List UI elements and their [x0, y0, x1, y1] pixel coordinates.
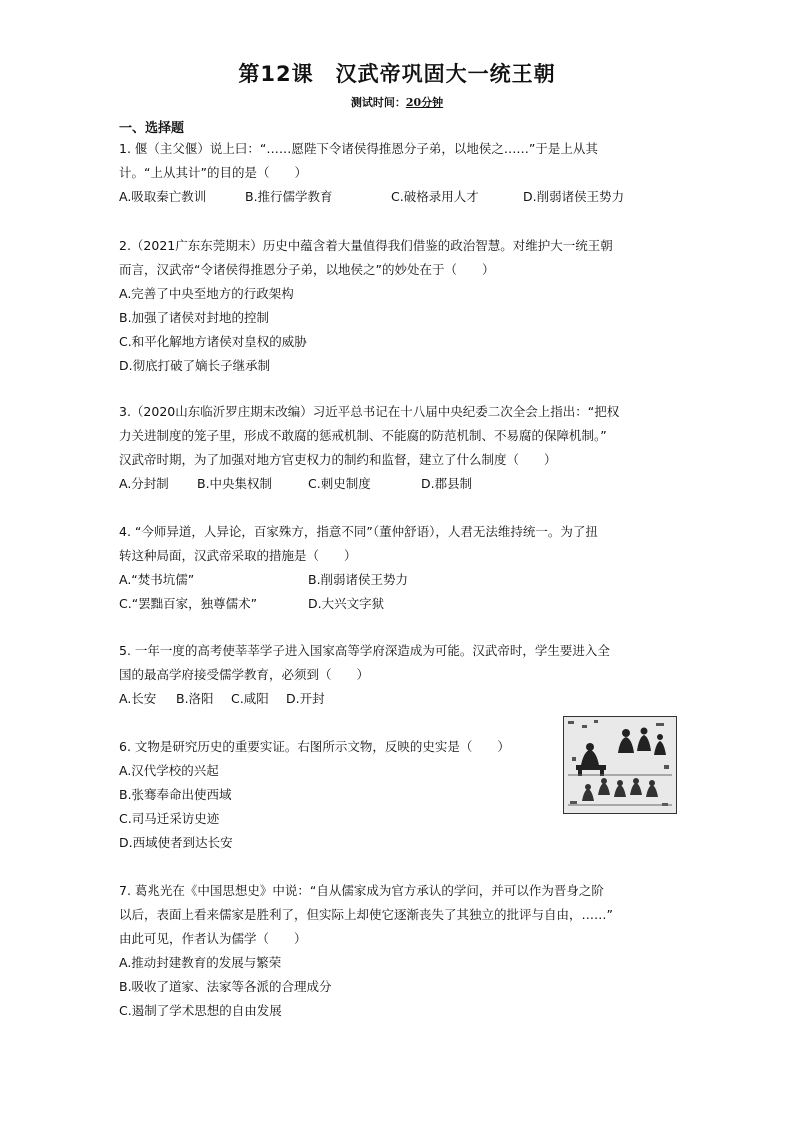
q5-option-c[interactable]: C.咸阳 — [231, 691, 269, 706]
test-time-value: 20分钟 — [405, 96, 444, 109]
q5-option-b[interactable]: B.洛阳 — [176, 691, 214, 706]
q1-stem-line-2: 计。“上从其计”的目的是（ ） — [119, 165, 307, 180]
q3-stem-line-3: 汉武帝时期，为了加强对地方官吏权力的制约和监督，建立了什么制度（ ） — [119, 452, 557, 467]
q6-option-c[interactable]: C.司马迁采访史迹 — [119, 811, 220, 826]
q4-option-b[interactable]: B.削弱诸侯王势力 — [308, 572, 409, 587]
q5-stem-line-2: 国的最高学府接受儒学教育，必须到（ ） — [119, 667, 370, 682]
q6-option-d[interactable]: D.西域使者到达长安 — [119, 835, 233, 850]
stone-relief-illustration — [564, 717, 676, 813]
q1-option-c[interactable]: C.破格录用人才 — [391, 189, 479, 204]
q6-option-b[interactable]: B.张骞奉命出使西域 — [119, 787, 232, 802]
page-title: 第12课 汉武帝巩固大一统王朝 — [238, 62, 556, 86]
test-time — [0, 94, 794, 110]
q2-option-c[interactable]: C.和平化解地方诸侯对皇权的威胁 — [119, 334, 307, 349]
q2-option-d[interactable]: D.彻底打破了嫡长子继承制 — [119, 358, 271, 373]
q6-option-a[interactable]: A.汉代学校的兴起 — [119, 763, 219, 778]
q7-option-b[interactable]: B.吸收了道家、法家等各派的合理成分 — [119, 979, 332, 994]
q5-option-d[interactable]: D.开封 — [286, 691, 325, 706]
q1-option-b[interactable]: B.推行儒学教育 — [245, 189, 333, 204]
q2-stem-line-2: 而言，汉武帝“令诸侯得推恩分子弟，以地侯之”的妙处在于（ ） — [119, 262, 495, 277]
q3-option-a[interactable]: A.分封制 — [119, 476, 169, 491]
q1-option-a[interactable]: A.吸取秦亡教训 — [119, 189, 207, 204]
q7-option-c[interactable]: C.遏制了学术思想的自由发展 — [119, 1003, 282, 1018]
q2-option-a[interactable]: A.完善了中央至地方的行政架构 — [119, 286, 294, 301]
test-time-label: 测试时间： — [350, 96, 406, 109]
artifact-image — [563, 716, 677, 814]
q7-stem-line-1: 7. 葛兆光在《中国思想史》中说：“自从儒家成为官方承认的学问，并可以作为晋身之阶 — [119, 883, 604, 898]
q7-stem-line-2: 以后，表面上看来儒家是胜利了，但实际上却使它逐渐丧失了其独立的批评与自由，……” — [119, 907, 613, 922]
q2-option-b[interactable]: B.加强了诸侯对封地的控制 — [119, 310, 270, 325]
q3-option-c[interactable]: C.刺史制度 — [308, 476, 371, 491]
q6-stem-line-1: 6. 文物是研究历史的重要实证。右图所示文物，反映的史实是（ ） — [119, 739, 510, 754]
q3-option-d[interactable]: D.郡县制 — [421, 476, 473, 491]
q2-stem-line-1: 2.（2021广东东莞期末）历史中蕴含着大量值得我们借鉴的政治智慧。对维护大一统王朝 — [119, 238, 613, 253]
q3-stem-line-1: 3.（2020山东临沂罗庄期末改编）习近平总书记在十八届中央纪委二次全会上指出：“把权 — [119, 404, 620, 419]
q4-option-d[interactable]: D.大兴文字狱 — [308, 596, 385, 611]
q5-option-a[interactable]: A.长安 — [119, 691, 157, 706]
q1-option-d[interactable]: D.削弱诸侯王势力 — [523, 189, 625, 204]
q4-stem-line-1: 4. “今师异道，人异论，百家殊方，指意不同”（董仲舒语），人君无法维持统一。为了扭 — [119, 524, 598, 539]
section-heading: 一、选择题 — [119, 121, 185, 136]
q3-stem-line-2: 力关进制度的笼子里，形成不敢腐的惩戒机制、不能腐的防范机制、不易腐的保障机制。” — [119, 428, 607, 443]
q7-option-a[interactable]: A.推动封建教育的发展与繁荣 — [119, 955, 282, 970]
q7-stem-line-3: 由此可见，作者认为儒学（ ） — [119, 931, 307, 946]
q4-stem-line-2: 转这种局面，汉武帝采取的措施是（ ） — [119, 548, 357, 563]
q3-option-b[interactable]: B.中央集权制 — [197, 476, 273, 491]
q1-stem-line-1: 1. 偃（主父偃）说上曰：“……愿陛下令诸侯得推恩分子弟，以地侯之……”于是上从其 — [119, 141, 598, 156]
q4-option-a[interactable]: A.“焚书坑儒” — [119, 572, 195, 587]
q4-option-c[interactable]: C.“罢黜百家，独尊儒术” — [119, 596, 258, 611]
q5-stem-line-1: 5. 一年一度的高考使莘莘学子进入国家高等学府深造成为可能。汉武帝时，学生要进入全 — [119, 643, 610, 658]
